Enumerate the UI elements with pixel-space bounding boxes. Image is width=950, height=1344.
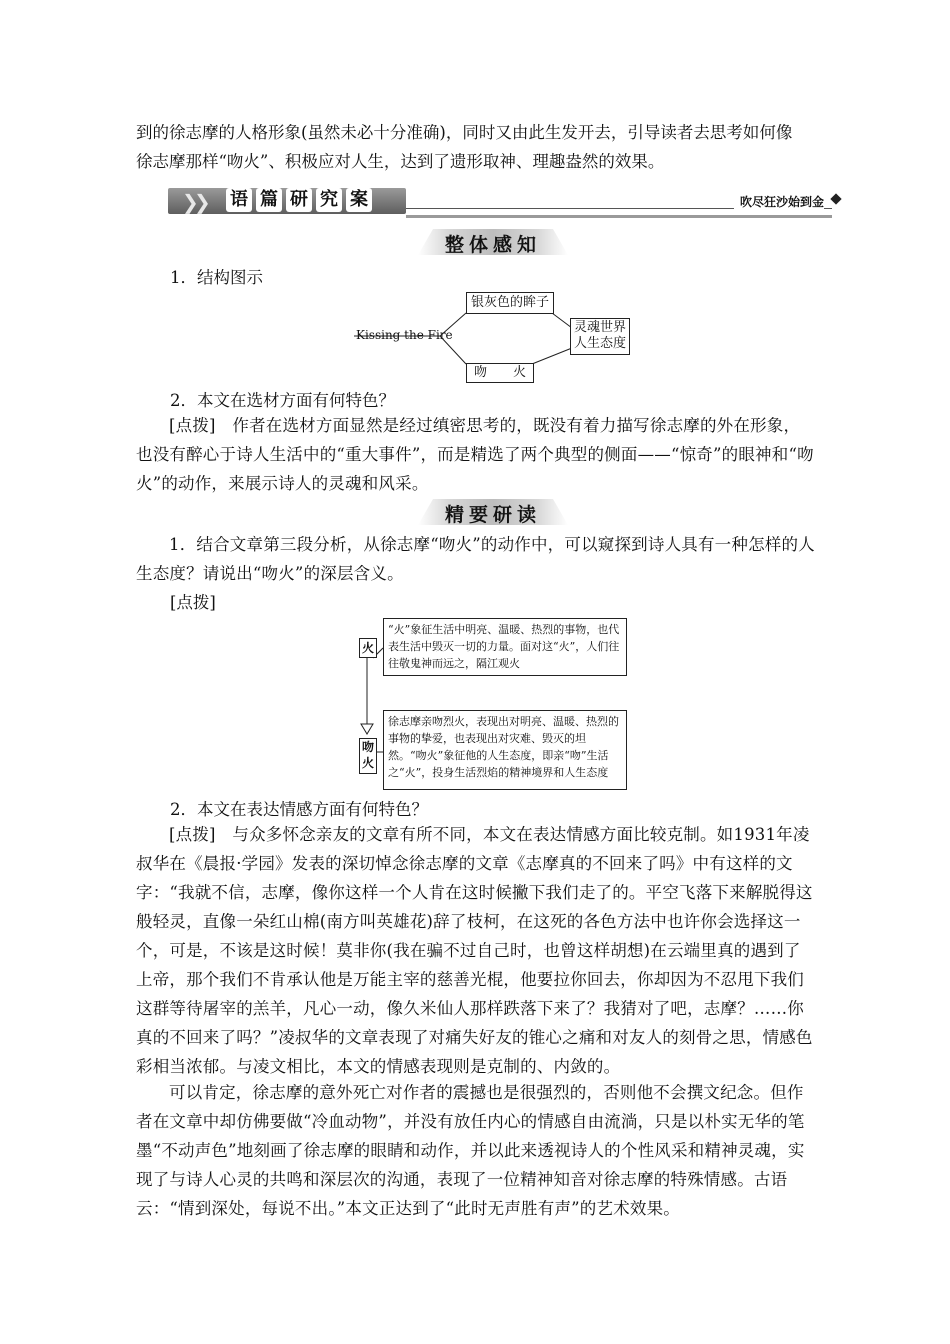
diagram-right-box xyxy=(570,318,630,355)
chevron-right-icon: ❯ xyxy=(194,190,211,214)
answer-emotion-p2: 可以肯定，徐志摩的意外死亡对作者的震撼也是很强烈的，否则他不会撰文纪念。但作者在文章中却仿佛要做“冷血动物”，并没有放任内心的情感自由流淌，只是以朴实无华的笔墨“不动声色”地刻画了徐志摩的眼睛和动作，并以此来透视诗人的个性风采和精神灵魂，实现了与诗人心灵的共鸣和深层次的沟通，表现了一位精神知音对徐志摩的特殊情感。古语云：“情到深处，每说不出。”本文正达到了“此时无声胜有声”的艺术效果。 xyxy=(136,1083,805,1218)
diagram-top-box: 银灰色的眸子 xyxy=(466,292,554,314)
subheading-study-text: 精要研读 xyxy=(444,504,541,526)
banner-motto: 吹尽狂沙始到金 xyxy=(734,193,824,210)
subheading-overall xyxy=(418,229,568,255)
fire-text-box: “火”象征生活中明亮、温暖、热烈的事物，也代表生活中毁灭一切的力量。面对这“火”，人们往往敬鬼神而远之，隔江观火 xyxy=(383,618,627,676)
hint-label: [点拨] xyxy=(170,593,216,612)
diagram-right-line2: 人生态度 xyxy=(573,336,626,351)
intro-line-2: 徐志摩那样“吻火”、积极应对人生，达到了遗形取神、理趣盎然的效果。 xyxy=(136,152,665,171)
section-banner xyxy=(168,186,840,216)
intro-line-1: 到的徐志摩的人格形象(虽然未必十分准确)，同时又由此生发开去，引导读者去思考如何像 xyxy=(136,123,793,142)
diagram-right-line1: 灵魂世界 xyxy=(573,320,626,335)
banner-title xyxy=(226,188,372,214)
question-kiss-fire: 1．结合文章第三段分析，从徐志摩“吻火”的动作中，可以窥探到诗人具有一种怎样的人生态度？请说出“吻火”的深层含义。 xyxy=(136,535,815,583)
answer-emotion-p1: [点拨] 与众多怀念亲友的文章有所不同，本文在表达情感方面比较克制。如1931年凌叔华在《晨报·学园》发表的深切悼念徐志摩的文章《志摩真的不回来了吗》中有这样的文字：“我就不信，志摩，像你这样一个人肯在这时候撇下我们走了的。平空飞落下来解脱得这般轻灵，直像一朵红山棉(南方叫英雄花)辞了枝柯，在这死的各色方法中也许你会选择这一个，可是，不该是这时候！莫非你(我在骗不过自己时，也曾这样胡想)在云端里真的遇到了上帝，那个我们不肯承认他是万能主宰的慈善光棍，他要拉你回去，你却因为不忍甩下我们这群等待屠宰的羔羊，凡心一动，像久米仙人那样跌落下来了？我猜对了吧，志摩？……你真的不回来了吗？”凌叔华的文章表现了对痛失好友的锥心之痛和对友人的刻骨之思，情感色彩相当浓郁。与凌文相比，本文的情感表现则是克制的、内敛的。 xyxy=(136,825,813,1076)
answer-material: [点拨] 作者在选材方面显然是经过缜密思考的，既没有着力描写徐志摩的外在形象，也没有醉心于诗人生活中的“重大事件”，而是精选了两个典型的侧面——“惊奇”的眼神和“吻火”的动作，来展示诗人的灵魂和风采。 xyxy=(136,416,814,493)
banner-title-char: 究 xyxy=(316,188,342,212)
banner-title-char: 篇 xyxy=(256,188,282,212)
diagram-left-label: Kissing the Fire xyxy=(356,328,453,342)
banner-title-char: 研 xyxy=(286,188,312,212)
subheading-study xyxy=(418,499,568,525)
kiss-fire-text-box: 徐志摩亲吻烈火，表现出对明亮、温暖、热烈的事物的挚爱，也表现出对灾难、毁灭的坦然。“吻火”象征他的人生态度，即亲“吻”生活之“火”，投身生活烈焰的精神境界和人生态度 xyxy=(383,710,627,790)
question-structure: 1．结构图示 xyxy=(170,268,263,287)
diamond-icon xyxy=(830,193,841,204)
question-emotion: 2．本文在表达情感方面有何特色？ xyxy=(170,800,428,819)
banner-title-char: 语 xyxy=(226,188,252,212)
fire-label-box: 火 xyxy=(359,638,377,658)
question-material: 2．本文在选材方面有何特色？ xyxy=(170,391,395,410)
diagram-bottom-box: 吻 火 xyxy=(466,363,534,383)
subheading-overall-text: 整体感知 xyxy=(444,234,541,256)
chevron-right-icon: ❯ xyxy=(182,190,199,214)
kiss-fire-label-box: 吻火 xyxy=(359,738,377,774)
banner-title-char: 案 xyxy=(346,188,372,212)
